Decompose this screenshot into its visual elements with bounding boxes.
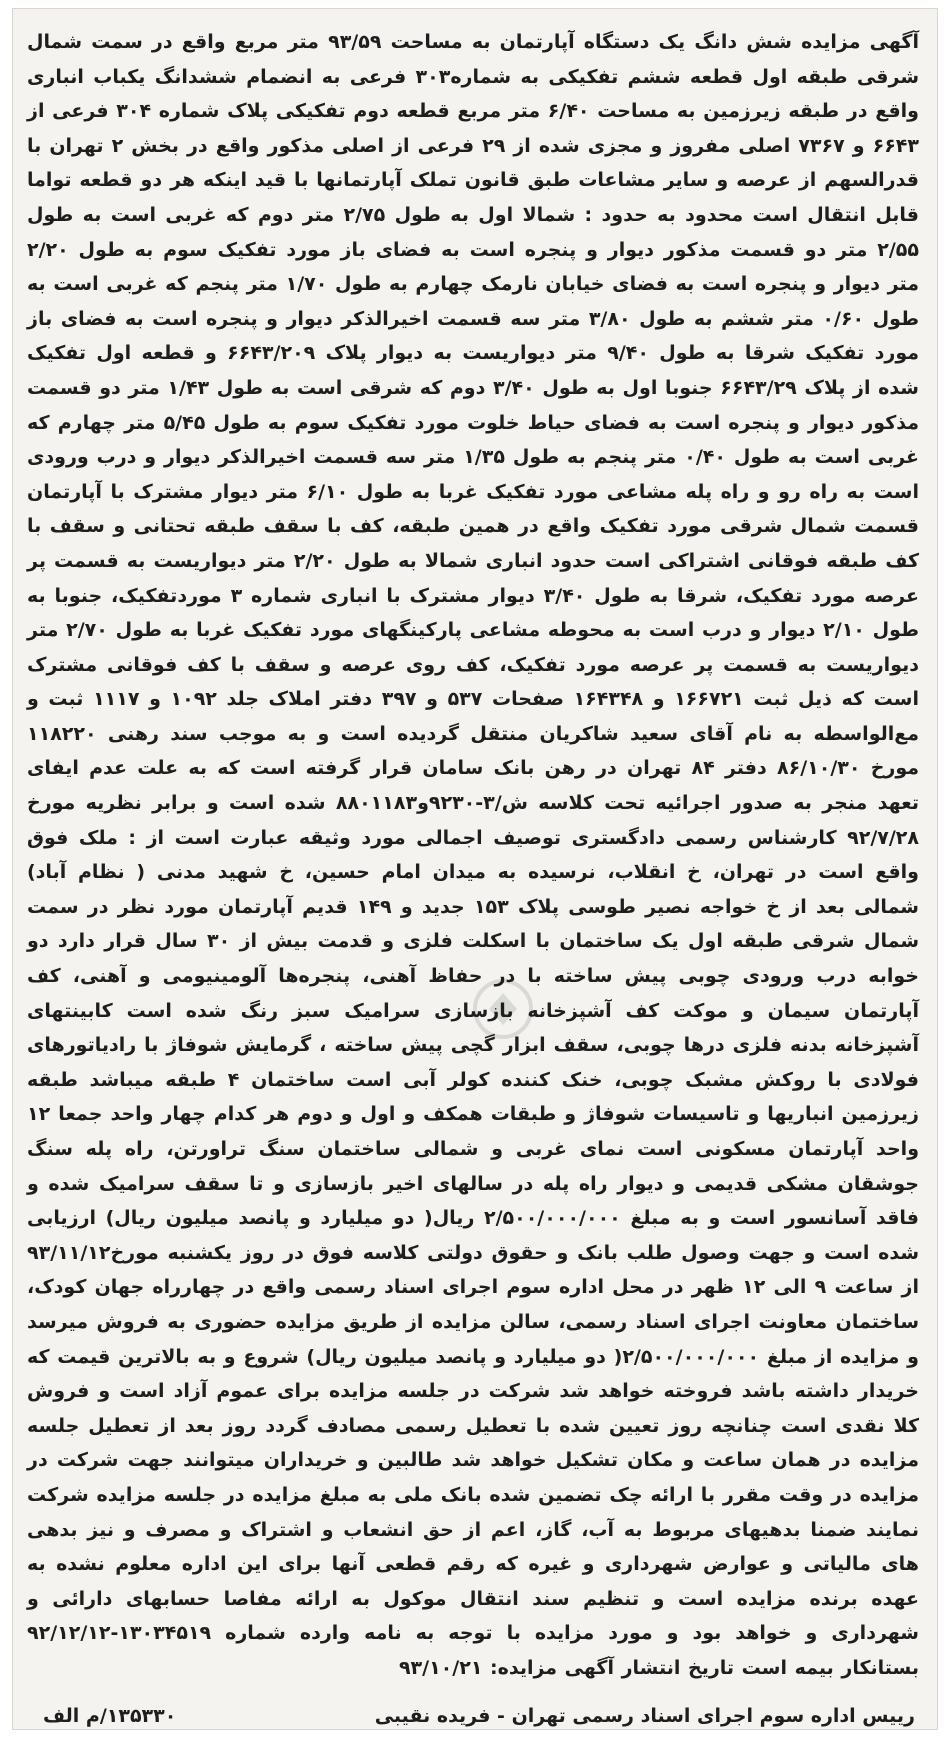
- notice-footer: [33, 1699, 915, 1733]
- newspaper-clipping: [12, 8, 938, 1730]
- signature-line: رییس اداره سوم اجرای اسناد رسمی تهران - فریده نقیبی: [374, 1705, 915, 1727]
- reference-code: ۱۳۵۳۳۰/م الف: [43, 1705, 177, 1727]
- auction-notice-body: آگهی مزایده شش دانگ یک دستگاه آپارتمان به مساحت ۹۳/۵۹ متر مربع واقع در سمت شمال شرقی طبقه اول قطعه ششم تفکیکی به شماره۳۰۳ فرعی به انضمام ششدانگ یکباب انباری واقع در طبقه زیرزمین به مساحت ۶/۴۰ متر مربع قطعه دوم تفکیکی پلاک شماره ۳۰۴ فرعی از ۶۶۴۳ و ۷۳۶۷ اصلی مفروز و مجزی شده از ۲۹ فرعی از اصلی مذکور واقع در بخش ۲ تهران با قدرالسهم از عرصه و سایر مشاعات طبق قانون تملک آپارتمانها با قید اینکه هر دو قطعه تواما قابل انتقال است محدود به حدود : شمالا اول به طول ۲/۷۵ متر دوم که غربی است به طول ۲/۵۵ متر دو قسمت مذکور دیوار و پنجره است به فضای باز مورد تفکیک سوم به طول ۲/۲۰ متر دیوار و پنجره است به فضای خیابان نارمک چهارم به طول ۱/۷۰ متر پنجم که غربی است به طول ۰/۶۰ متر ششم به طول ۳/۸۰ متر سه قسمت اخیرالذکر دیوار و پنجره است به فضای باز مورد تفکیک شرقا به طول ۹/۴۰ متر دیواریست به دیوار پلاک ۶۶۴۳/۲۰۹ و قطعه اول تفکیک شده از پلاک ۶۶۴۳/۲۹ جنوبا اول به طول ۳/۴۰ دوم که شرقی است به طول ۱/۴۳ متر دو قسمت مذکور دیوار و پنجره است به فضای حیاط خلوت مورد تفکیک سوم به طول ۵/۴۵ متر چهارم که غربی است به طول ۰/۴۰ متر پنجم به طول ۱/۳۵ متر سه قسمت اخیرالذکر دیوار و درب ورودی است به راه رو و راه پله مشاعی مورد تفکیک غربا به طول ۶/۱۰ متر دیوار مشترک با آپارتمان قسمت شمال شرقی مورد تفکیک واقع در همین طبقه، کف با سقف طبقه تحتانی و سقف با کف طبقه فوقانی اشتراکی است حدود انباری شمالا به طول ۲/۲۰ متر دیواریست به قسمت پر عرصه مورد تفکیک، شرقا به طول ۳/۴۰ دیوار مشترک با انباری شماره ۳ موردتفکیک، جنوبا به طول ۲/۱۰ دیوار و درب است به محوطه مشاعی پارکینگهای مورد تفکیک غربا به طول ۲/۷۰ متر دیواریست به قسمت پر عرصه مورد تفکیک، کف روی عرصه و سقف با کف فوقانی مشترک است که ذیل ثبت ۱۶۶۷۲۱ و ۱۶۴۳۴۸ صفحات ۵۳۷ و ۳۹۷ دفتر املاک جلد ۱۰۹۲ و ۱۱۱۷ ثبت و مع‌الواسطه به نام آقای سعید شاکریان منتقل گردیده است و به موجب سند رهنی ۱۱۸۲۲۰ مورخ ۸۶/۱۰/۳۰ دفتر ۸۴ تهران در رهن بانک سامان قرار گرفته است که به علت عدم ایفای تعهد منجر به صدور اجرائیه تحت کلاسه ش/۳-۹۲۳۰و۸۸۰۱۱۸۳ شده است و برابر نظریه مورخ ۹۲/۷/۲۸ کارشناس رسمی دادگستری توصیف اجمالی مورد وثیقه عبارت است از : ملک فوق واقع است در تهران، خ انقلاب، نرسیده به میدان امام حسین، خ شهید مدنی ( نظام آباد) شمالی بعد از خ خواجه نصیر طوسی پلاک ۱۵۳ جدید و ۱۴۹ قدیم آپارتمان مورد نظر در سمت شمال شرقی طبقه اول یک ساختمان با اسکلت فلزی و قدمت بیش از ۳۰ سال قرار دارد دو خوابه درب ورودی چوبی پیش ساخته با در حفاظ آهنی، پنجره‌ها آلومینیومی و آهنی، کف آپارتمان سیمان و موکت کف آشپزخانه بازسازی سرامیک سبز رنگ شده است کابینتهای آشپزخانه بدنه فلزی درها چوبی، سقف ابزار گچی پیش ساخته ، گرمایش شوفاژ با رادیاتورهای فولادی با روکش مشبک چوبی، خنک کننده کولر آبی است ساختمان ۴ طبقه میباشد طبقه زیرزمین انباریها و تاسیسات شوفاژ و طبقات همکف و اول و دوم هر کدام چهار واحد جمعا ۱۲ واحد آپارتمان مسکونی است نمای غربی و شمالی ساختمان سنگ تراورتن، راه پله سنگ جوشقان مشکی قدیمی و دیوار راه پله در سالهای اخیر بازسازی و تا سقف سرامیک شده و فاقد آسانسور است و به مبلغ ۲/۵۰۰/۰۰۰/۰۰۰ ریال( دو میلیارد و پانصد میلیون ریال) ارزیابی شده است و جهت وصول طلب بانک و حقوق دولتی کلاسه فوق در روز یکشنبه مورخ۹۳/۱۱/۱۲ از ساعت ۹ الی ۱۲ ظهر در محل اداره سوم اجرای اسناد رسمی واقع در چهارراه جهان کودک، ساختمان معاونت اجرای اسناد رسمی، سالن مزایده از طریق مزایده حضوری به فروش میرسد و مزایده از مبلغ ۲/۵۰۰/۰۰۰/۰۰۰( دو میلیارد و پانصد میلیون ریال) شروع و به بالاترین قیمت که خریدار داشته باشد فروخته خواهد شد شرکت در جلسه مزایده برای عموم آزاد است و فروش کلا نقدی است چنانچه روز تعیین شده با تعطیل رسمی مصادف گردد روز بعد از تعطیل جلسه مزایده در همان ساعت و مکان تشکیل خواهد شد طالبین و خریداران میتوانند جهت شرکت در مزایده در وقت مقرر با ارائه چک تضمین شده بانک ملی به مبلغ مزایده در جلسه مزایده شرکت نمایند ضمنا بدهیهای مربوط به آب، گاز، اعم از حق انشعاب و اشتراک و مصرف و نیز بدهی های مالیاتی و عوارض شهرداری و غیره که رقم قطعی آنها برای این اداره معلوم نشده به عهده برنده مزایده است و تنظیم سند انتقال موکول به ارائه مفاصا حسابهای دارائی و شهرداری و خواهد بود و مورد مزایده با توجه به نامه وارده شماره ۱۳۰۳۴۵۱۹-۹۲/۱۲/۱۲ بستانکار بیمه است تاریخ انتشار آگهی مزایده: ۹۳/۱۰/۲۱: [27, 31, 920, 1679]
